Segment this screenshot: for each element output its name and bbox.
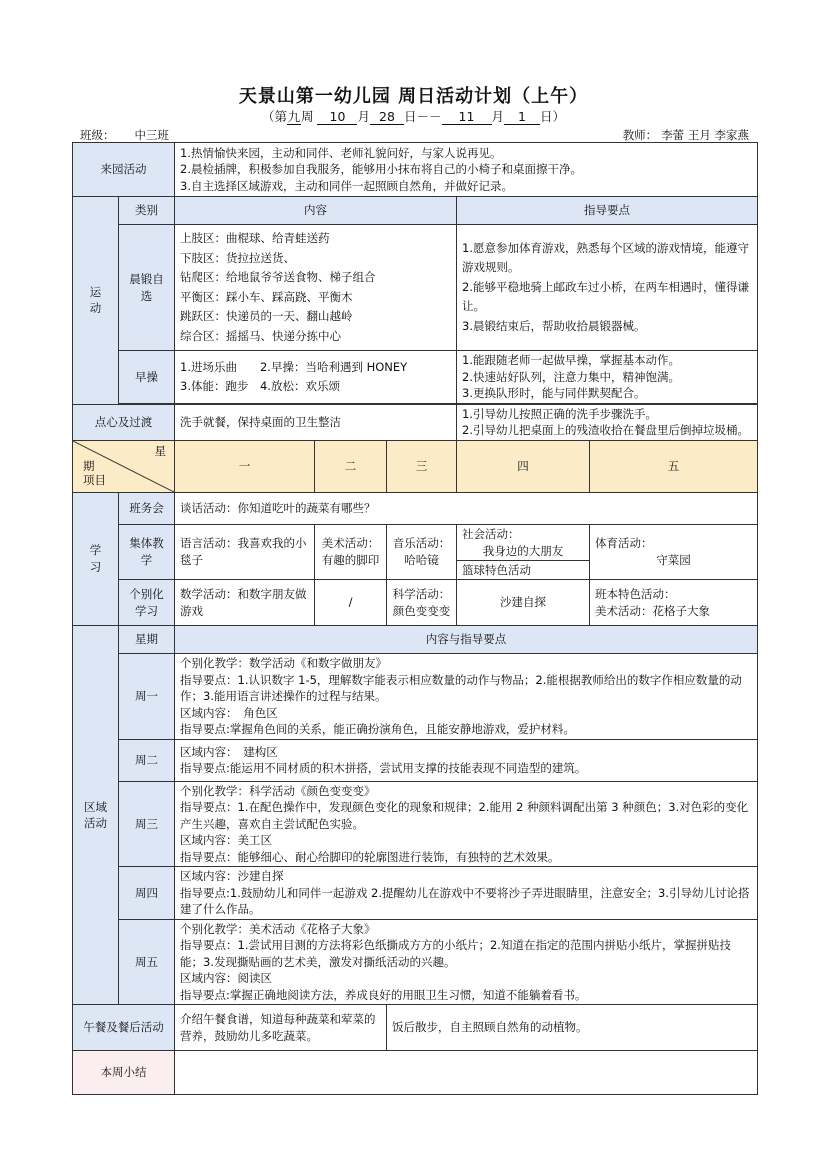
exercise-guidance: 1.能跟随老师一起做早操，掌握基本动作。 2.快速站好队列，注意力集中，精神饱满。 3.更换队形时，能与同伴默契配合。 [457, 351, 758, 404]
exercise-row [73, 351, 758, 404]
snack-content: 洗手就餐，保持桌面的卫生整洁 [175, 404, 457, 440]
sport-label: 运 动 [73, 197, 119, 405]
arrival-content: 1.热情愉快来园，主动和同伴、老师礼貌问好，与家人说再见。 2.晨检插牌，积极参加自我服务，能够用小抹布将自己的小椅子和桌面擦干净。 3.自主选择区域游戏，主动和同伴一起照顾自然角，并做好记录。 [175, 143, 758, 197]
guidance-header: 指导要点 [457, 197, 758, 225]
area-day-tue: 周二 [119, 739, 175, 781]
group-thu-title: 社会活动： [462, 526, 520, 541]
class-meeting-label: 班务会 [119, 492, 175, 524]
area-label: 区域 活动 [73, 626, 119, 1005]
area-row-wed [73, 781, 758, 867]
day-header-wed: 三 [387, 440, 457, 492]
summary-label: 本周小结 [73, 1051, 175, 1095]
individual-mon: 数学活动：和数字朋友做游戏 [175, 580, 315, 626]
group-fri: 体育活动： 守菜园 [590, 524, 758, 580]
individual-fri: 班本特色活动： 美术活动：花格子大象 [590, 580, 758, 626]
teacher-value: 李蕾 王月 李家燕 [657, 129, 749, 143]
class-value: 中三班 [115, 129, 225, 143]
individual-learning-label: 个别化学习 [119, 580, 175, 626]
start-month: 10 [317, 110, 357, 125]
day-header-mon: 一 [175, 440, 315, 492]
snack-guidance: 1.引导幼儿按照正确的洗手步骤洗手。 2.引导幼儿把桌面上的残渣收拾在餐盘里后倒掉垃圾桶。 [457, 404, 758, 440]
week-header-row [73, 440, 758, 492]
snack-label: 点心及过渡 [73, 404, 175, 440]
area-day-header: 星期 [119, 626, 175, 654]
group-thu-body: 我身边的大朋友 [482, 544, 564, 558]
area-content-header: 内容与指导要点 [175, 626, 758, 654]
individual-learning-row [73, 580, 758, 626]
individual-thu: 沙建自探 [457, 580, 590, 626]
area-row-mon [73, 654, 758, 740]
page-title: 天景山第一幼儿园 周日活动计划（上午） [238, 86, 589, 107]
group-mon: 语言活动：我喜欢我的小毯子 [175, 524, 315, 580]
week-number: 九 [287, 109, 301, 124]
plan-table [72, 142, 758, 1095]
week-date-range: （第九周 10 月 28 日－－ 11 月 1 日） [261, 109, 566, 124]
area-content-wed: 个别化教学：科学活动《颜色变变变》 指导要点：1.在配色操作中，发现颜色变化的现象和规律；2.能用 2 种颜料调配出第 3 种颜色；3.对色彩的变化产生兴趣，喜欢自主尝试配色实验。 区域内容：美工区 指导要点：能够细心、耐心给脚印的轮廓图进行装饰，有独特的艺术效果。 [175, 781, 758, 867]
group-tue: 美术活动：有趣的脚印 [315, 524, 387, 580]
end-day: 1 [504, 110, 540, 125]
arrival-row [73, 143, 758, 197]
group-wed: 音乐活动：哈哈镜 [387, 524, 457, 580]
group-thu-extra: 篮球特色活动 [457, 560, 589, 579]
class-meeting-row [73, 492, 758, 524]
area-content-tue: 区域内容： 建构区 指导要点:能运用不同材质的积木拼搭，尝试用支撑的技能表现不同造型的建筑。 [175, 739, 758, 781]
individual-wed: 科学活动：颜色变变变 [387, 580, 457, 626]
lunch-after: 饭后散步，自主照顾自然角的动植物。 [387, 1005, 758, 1051]
area-header-row [73, 626, 758, 654]
exercise-label: 早操 [119, 351, 175, 404]
day-header-tue: 二 [315, 440, 387, 492]
exercise-content: 1.进场乐曲 2.早操：当哈利遇到 HONEY 3.体能：跑步 4.放松：欢乐颂 [175, 351, 457, 404]
lunch-row [73, 1005, 758, 1051]
period-text: 期 [83, 458, 95, 473]
area-day-thu: 周四 [119, 867, 175, 920]
group-teaching-label: 集体教学 [119, 524, 175, 580]
morning-choice-content: 上肢区：曲棍球、给青蛙送药 下肢区：货拉拉送货、 钻爬区：给地鼠爷爷送食物、梯子组合 平衡区：踩小车、踩高跷、平衡木 跳跃区：快递员的一天、翻山越岭 综合区：摇摇马、快递分拣中心 [175, 225, 457, 351]
area-day-fri: 周五 [119, 919, 175, 1005]
morning-choice-row [73, 225, 758, 351]
item-text: 项目 [83, 472, 106, 487]
teacher-info: 教师： 李蕾 王月 李家燕 [622, 128, 749, 142]
snack-row [73, 404, 758, 440]
class-meeting-content: 谈话活动：你知道吃叶的蔬菜有哪些？ [175, 492, 758, 524]
morning-choice-guidance: 1.愿意参加体育游戏，熟悉每个区域的游戏情境，能遵守游戏规则。 2.能够平稳地骑上邮政车过小桥，在两车相遇时，懂得谦让。 3.晨锻结束后，帮助收拾晨锻器械。 [457, 225, 758, 351]
lunch-content: 介绍午餐食谱，知道每种蔬菜和荤菜的营养，鼓励幼儿多吃蔬菜。 [175, 1005, 387, 1051]
sport-header-row [73, 197, 758, 225]
star-text: 星 [154, 443, 166, 458]
end-month: 11 [442, 110, 492, 125]
week-diagonal-header [73, 440, 175, 492]
day-header-fri: 五 [590, 440, 758, 492]
class-info: 班级： 中三班 [80, 127, 225, 143]
group-thu [457, 524, 590, 580]
area-content-mon: 个别化教学：数学活动《和数字做朋友》 指导要点：1.认识数字 1-5，理解数字能表示相应数量的动作与物品；2.能根据教师给出的数字作相应数量的动作；3.能用语言讲述操作的过程与结果。 区域内容： 角色区 指导要点:掌握角色间的关系，能正确扮演角色，且能安静地游戏，爱护材料。 [175, 654, 758, 740]
arrival-label: 来园活动 [73, 143, 175, 197]
area-day-mon: 周一 [119, 654, 175, 740]
lunch-label: 午餐及餐后活动 [73, 1005, 175, 1051]
individual-tue: / [315, 580, 387, 626]
start-day: 28 [370, 110, 404, 125]
day-header-thu: 四 [457, 440, 590, 492]
category-header: 类别 [119, 197, 175, 225]
summary-row [73, 1051, 758, 1095]
area-day-wed: 周三 [119, 781, 175, 867]
morning-choice-label: 晨锻自 选 [119, 225, 175, 351]
content-header: 内容 [175, 197, 457, 225]
area-row-thu [73, 867, 758, 920]
group-teaching-row [73, 524, 758, 580]
area-content-fri: 个别化教学：美术活动《花格子大象》 指导要点：1.尝试用目测的方法将彩色纸撕成方方的小纸片；2.知道在指定的范围内拼贴小纸片，掌握拼贴技能；3.发现撕贴画的艺术美，激发对撕纸活动的兴趣。 区域内容：阅读区 指导要点:掌握正确地阅读方法，养成良好的用眼卫生习惯，知道不能躺着看书。 [175, 919, 758, 1005]
area-content-thu: 区域内容：沙建自探 指导要点:1.鼓励幼儿和同伴一起游戏 2.提醒幼儿在游戏中不要将沙子弄进眼睛里，注意安全；3.引导幼儿讨论搭建了什么作品。 [175, 867, 758, 920]
study-label: 学 习 [73, 492, 119, 626]
summary-content[interactable] [175, 1051, 758, 1095]
area-row-tue [73, 739, 758, 781]
area-row-fri [73, 919, 758, 1005]
